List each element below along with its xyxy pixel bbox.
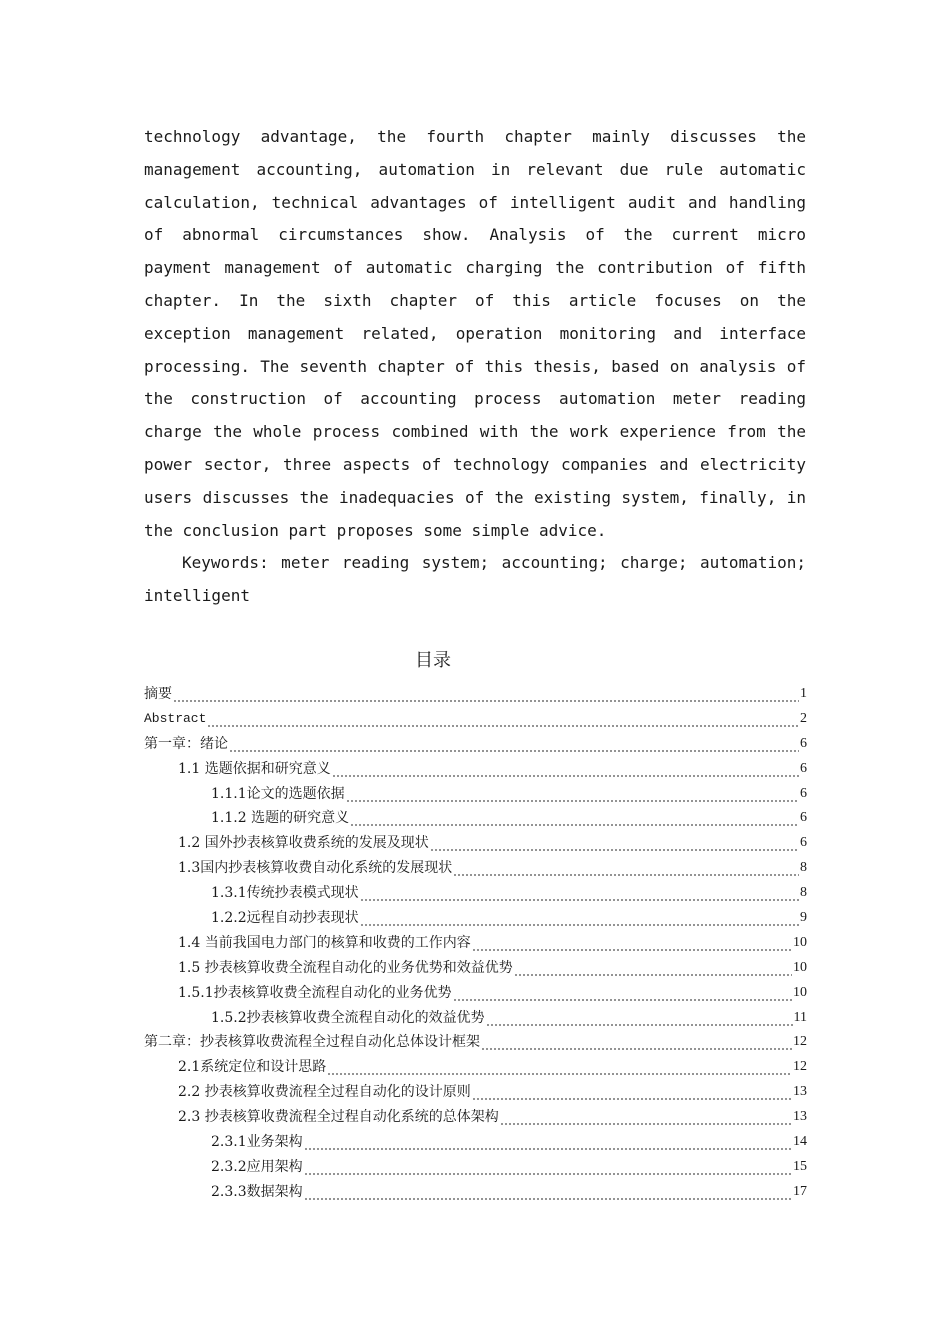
toc-entry[interactable]	[144, 981, 807, 1006]
toc-entry[interactable]	[144, 782, 807, 807]
toc-leader-dots	[304, 1180, 792, 1205]
toc-entry-label: 1.5.1抄表核算收费全流程自动化的业务优势	[178, 984, 452, 1001]
toc-leader-dots	[229, 732, 799, 757]
toc-entry-page: 14	[793, 1134, 807, 1150]
table-of-contents	[144, 682, 807, 1205]
toc-entry[interactable]	[144, 956, 807, 981]
toc-entry-page: 10	[793, 959, 807, 975]
toc-entry[interactable]	[144, 1155, 807, 1180]
toc-title: 目录	[415, 650, 451, 671]
abstract-keywords: Keywords: meter reading system; accounting; charge; automation; intelligent	[144, 553, 806, 606]
toc-entry-page: 8	[800, 885, 807, 901]
toc-entry-label: 摘要	[144, 685, 172, 702]
toc-entry-page: 12	[793, 1034, 807, 1050]
toc-leader-dots	[486, 1006, 793, 1031]
toc-entry-label: 1.1.2 选题的研究意义	[211, 810, 350, 827]
toc-entry-label: 2.3.2应用架构	[211, 1158, 303, 1175]
toc-entry-label: 2.1系统定位和设计思路	[178, 1059, 327, 1076]
toc-entry[interactable]	[144, 732, 807, 757]
toc-entry-page: 10	[793, 984, 807, 1000]
toc-entry-label: 1.2.2远程自动抄表现状	[211, 910, 359, 926]
toc-leader-dots	[327, 1055, 792, 1080]
toc-leader-dots	[360, 906, 799, 931]
toc-entry-label: 1.4 当前我国电力部门的核算和收费的工作内容	[178, 934, 471, 951]
toc-entry[interactable]	[144, 856, 807, 881]
toc-entry-label: 第二章：抄表核算收费流程全过程自动化总体设计框架	[144, 1034, 480, 1051]
toc-leader-dots	[481, 1030, 792, 1055]
toc-entry-label: 1.2 国外抄表核算收费系统的发展及现状	[178, 835, 429, 852]
toc-entry[interactable]	[144, 1105, 807, 1130]
toc-entry-label: Abstract	[144, 710, 207, 726]
toc-leader-dots	[346, 782, 799, 807]
toc-entry-page: 6	[800, 760, 807, 776]
toc-entry-label: 1.1.1论文的选题依据	[211, 785, 345, 802]
toc-entry[interactable]	[144, 1006, 807, 1031]
toc-entry[interactable]	[144, 1030, 807, 1055]
toc-entry[interactable]	[144, 1080, 807, 1105]
toc-entry-label: 2.3.3数据架构	[211, 1183, 303, 1200]
toc-entry[interactable]	[144, 931, 807, 956]
toc-entry-page: 11	[793, 1009, 807, 1025]
toc-leader-dots	[514, 956, 792, 981]
toc-entry-page: 15	[793, 1158, 807, 1174]
toc-entry-label: 1.1 选题依据和研究意义	[178, 760, 331, 777]
toc-entry-page: 6	[800, 835, 807, 851]
toc-entry[interactable]	[144, 806, 807, 831]
toc-leader-dots	[360, 881, 799, 906]
toc-entry-page: 6	[800, 810, 807, 826]
toc-leader-dots	[207, 707, 799, 732]
toc-leader-dots	[304, 1130, 792, 1155]
toc-entry[interactable]	[144, 906, 807, 931]
toc-entry-page: 17	[793, 1183, 807, 1199]
toc-leader-dots	[304, 1155, 792, 1180]
toc-leader-dots	[453, 856, 799, 881]
toc-entry-page: 8	[800, 860, 807, 876]
toc-entry-label: 2.2 抄表核算收费流程全过程自动化的设计原则	[178, 1084, 471, 1101]
abstract-section	[144, 121, 806, 613]
toc-entry-page: 13	[793, 1084, 807, 1100]
toc-leader-dots	[173, 682, 799, 707]
toc-leader-dots	[350, 806, 799, 831]
toc-entry-page: 1	[800, 685, 807, 701]
toc-entry-label: 1.5 抄表核算收费全流程自动化的业务优势和效益优势	[178, 959, 513, 976]
toc-entry-page: 6	[800, 735, 807, 751]
toc-entry[interactable]	[144, 881, 807, 906]
toc-entry-page: 2	[800, 710, 807, 726]
toc-entry-page: 13	[793, 1109, 807, 1125]
toc-entry-label: 2.3.1业务架构	[211, 1134, 303, 1151]
toc-leader-dots	[332, 757, 799, 782]
toc-entry-label: 1.3.1传统抄表模式现状	[211, 885, 359, 902]
toc-entry-page: 12	[793, 1059, 807, 1075]
toc-leader-dots	[472, 931, 792, 956]
toc-entry[interactable]	[144, 1130, 807, 1155]
toc-entry-label: 1.5.2抄表核算收费全流程自动化的效益优势	[211, 1009, 485, 1026]
toc-entry[interactable]	[144, 682, 807, 707]
toc-leader-dots	[453, 981, 792, 1006]
toc-entry-page: 6	[800, 785, 807, 801]
toc-entry-label: 2.3 抄表核算收费流程全过程自动化系统的总体架构	[178, 1109, 499, 1126]
abstract-body: technology advantage, the fourth chapter mainly discusses the management accounting, automation in relevant due rule automatic calculation, technical advantages of intelligent audit and handling of abnormal circumstances show. Analysis of the current micro payment management of automatic charging the contribution of fifth chapter. In the sixth chapter of this article focuses on the exception management related, operation monitoring and interface processing. The seventh chapter of this thesis, based on analysis of the construction of accounting process automation meter reading charge the whole process combined with the work experience from the power sector, three aspects of technology companies and electricity users discusses the inadequacies of the existing system, finally, in the conclusion part proposes some simple advice.	[144, 127, 806, 540]
toc-leader-dots	[430, 831, 799, 856]
toc-entry-label: 1.3国内抄表核算收费自动化系统的发展现状	[178, 860, 453, 877]
toc-entry[interactable]	[144, 1180, 807, 1205]
toc-entry-label: 第一章：绪论	[144, 735, 228, 752]
toc-entry-page: 10	[793, 934, 807, 950]
toc-entry[interactable]	[144, 831, 807, 856]
toc-entry[interactable]	[144, 707, 807, 732]
toc-leader-dots	[500, 1105, 792, 1130]
toc-leader-dots	[472, 1080, 792, 1105]
toc-entry[interactable]	[144, 1055, 807, 1080]
toc-entry[interactable]	[144, 757, 807, 782]
toc-entry-page: 9	[800, 910, 807, 925]
